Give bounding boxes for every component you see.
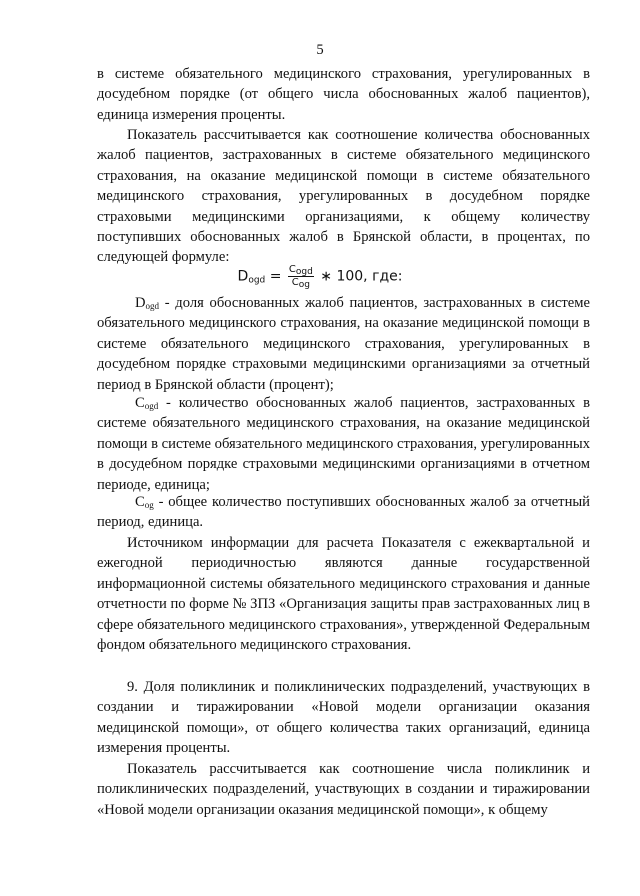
formula-lhs-sub: ogd [248, 275, 266, 286]
paragraph-calculation-2: Показатель рассчитывается как соотношение числа поликлиник и поликлинических подразделений, участвующих в создании и тиражировании «Новой модели организации оказания медицинской помощи», к общему [97, 761, 590, 818]
formula-lhs: D [237, 268, 249, 285]
formula-denominator: $C_{og}$ [291, 277, 310, 290]
definition-c-og: $C_{og}$ - общее количество поступивших обоснованных жалоб за отчетный период, единица. [97, 494, 590, 531]
formula-fraction [288, 264, 314, 289]
paragraph-item-9: 9. Доля поликлиник и поликлинических подразделений, участвующих в создании и тиражировании «Новой модели организации оказания медицинской помощи», от общего количества таких организаций, единица измерения проценты. [97, 679, 590, 757]
definition-c-ogd: $C_{ogd}$ - количество обоснованных жалоб пациентов, застрахованных в системе обязательного медицинского страхования, на оказание медицинской помощи в системе обязательного медицинского страхования, урегулированных в досудебном порядке страховыми медицинскими организациями в отчетном периоде, единица; [97, 395, 590, 493]
formula-numerator: $C_{ogd}$ [288, 264, 313, 277]
page-number: 5 [316, 42, 324, 58]
formula [0, 264, 640, 289]
formula-rest: ∗ 100, где: [320, 268, 403, 285]
paragraph-intro: в системе обязательного медицинского страхования, урегулированных в досудебном порядке (от общего числа обоснованных жалоб пациентов), единица измерения проценты. [97, 66, 590, 123]
definition-d-ogd: $D_{ogd}$ - доля обоснованных жалоб пациентов, застрахованных в системе обязательного медицинского страхования, на оказание медицинской помощи в системе обязательного медицинского страхования, урегулированных в досудебном порядке страховыми медицинскими организациями за отчетный период в Брянской области (процент); [97, 295, 590, 393]
formula-equals: = [269, 268, 282, 285]
paragraph-calculation: Показатель рассчитывается как соотношение количества обоснованных жалоб пациентов, застрахованных в системе обязательного медицинского страхования, на оказание медицинской помощи в системе обязательного медицинского страхования, урегулированных в досудебном порядке страховыми медицинскими организациями, к общему количеству поступивших обоснованных жалоб в Брянской области, в процентах, по следующей формуле: [97, 127, 590, 266]
paragraph-source: Источником информации для расчета Показателя с ежеквартальной и ежегодной периодичностью являются данные государственной информационной системы обязательного медицинского страхования и данные отчетности по форме № ЗПЗ «Организация защиты прав застрахованных лиц в сфере обязательного медицинского страхования», утвержденной Федеральным фондом обязательного медицинского страхования. [97, 535, 590, 654]
